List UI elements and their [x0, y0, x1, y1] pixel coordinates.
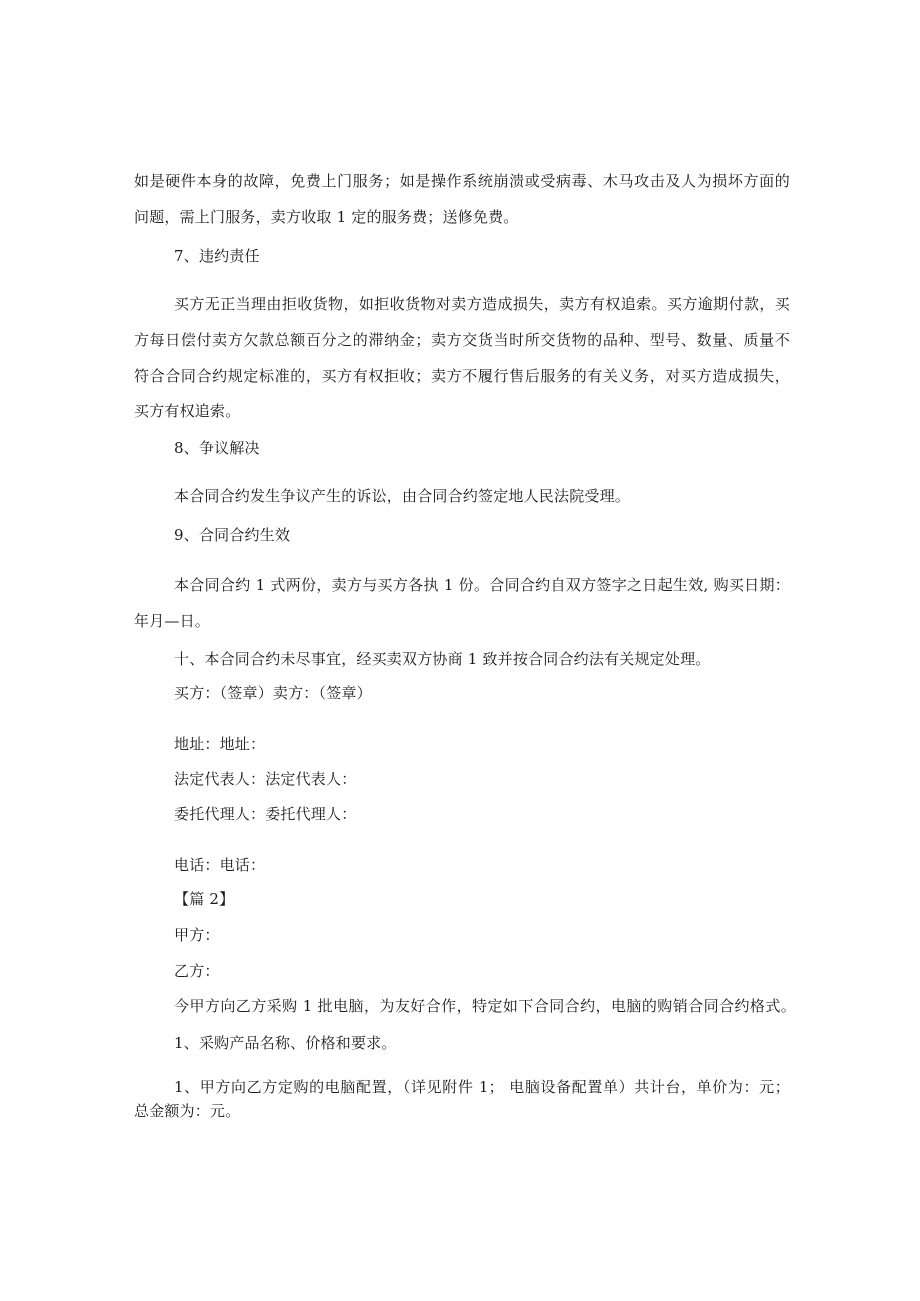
paragraph-line: 方每日偿付卖方欠款总额百分之的滞纳金；卖方交货当时所交货物的品种、型号、数量、质量不	[134, 331, 790, 349]
paragraph-line: 年月—日。	[134, 612, 211, 630]
paragraph-line: 买方无正当理由拒收货物，如拒收货物对卖方造成损失，卖方有权追索。买方逾期付款，买	[174, 295, 790, 313]
section-heading: 9、合同合约生效	[174, 526, 291, 544]
phone-line: 电话：电话：	[174, 856, 266, 874]
address-line: 地址：地址：	[174, 735, 266, 753]
paragraph-line: 如是硬件本身的故障，免费上门服务；如是操作系统崩溃或受病毒、木马攻击及人为损坏方面的	[134, 172, 790, 190]
paragraph-line: 十、本合同合约未尽事宜，经买卖双方协商 1 致并按合同合约法有关规定处理。	[174, 650, 711, 668]
paragraph-line: 本合同合约发生争议产生的诉讼，由合同合约签定地人民法院受理。	[174, 487, 631, 505]
agent-line: 委托代理人：委托代理人：	[174, 805, 357, 823]
party-a-line: 甲方：	[174, 926, 220, 944]
paragraph-line: 符合合同合约规定标准的，买方有权拒收；卖方不履行售后服务的有关义务，对买方造成损失，	[134, 367, 790, 385]
paragraph-line: 本合同合约 1 式两份，卖方与买方各执 1 份。合同合约自双方签字之日起生效, 购买日期：	[174, 576, 790, 594]
section-heading: 8、争议解决	[174, 439, 260, 457]
paragraph-line: 总金额为：元。	[134, 1102, 241, 1120]
section-heading: 7、违约责任	[174, 247, 260, 265]
party-b-line: 乙方：	[174, 962, 220, 980]
paragraph-line: 买方有权追索。	[134, 402, 241, 420]
signature-line: 买方：（签章）卖方：（签章）	[174, 684, 372, 702]
paragraph-line: 今甲方向乙方采购 1 批电脑，为友好合作，特定如下合同合约，电脑的购销合同合约格式。	[174, 997, 796, 1015]
paragraph-line: 问题，需上门服务，卖方收取 1 定的服务费；送修免费。	[134, 208, 519, 226]
paragraph-line: 1、甲方向乙方定购的电脑配置，（详见附件 1； 电脑设备配置单）共计台，单价为：元；	[174, 1078, 790, 1096]
representative-line: 法定代表人：法定代表人：	[174, 770, 357, 788]
chapter-heading: 【篇 2】	[174, 890, 235, 908]
section-heading: 1、采购产品名称、价格和要求。	[174, 1034, 397, 1052]
